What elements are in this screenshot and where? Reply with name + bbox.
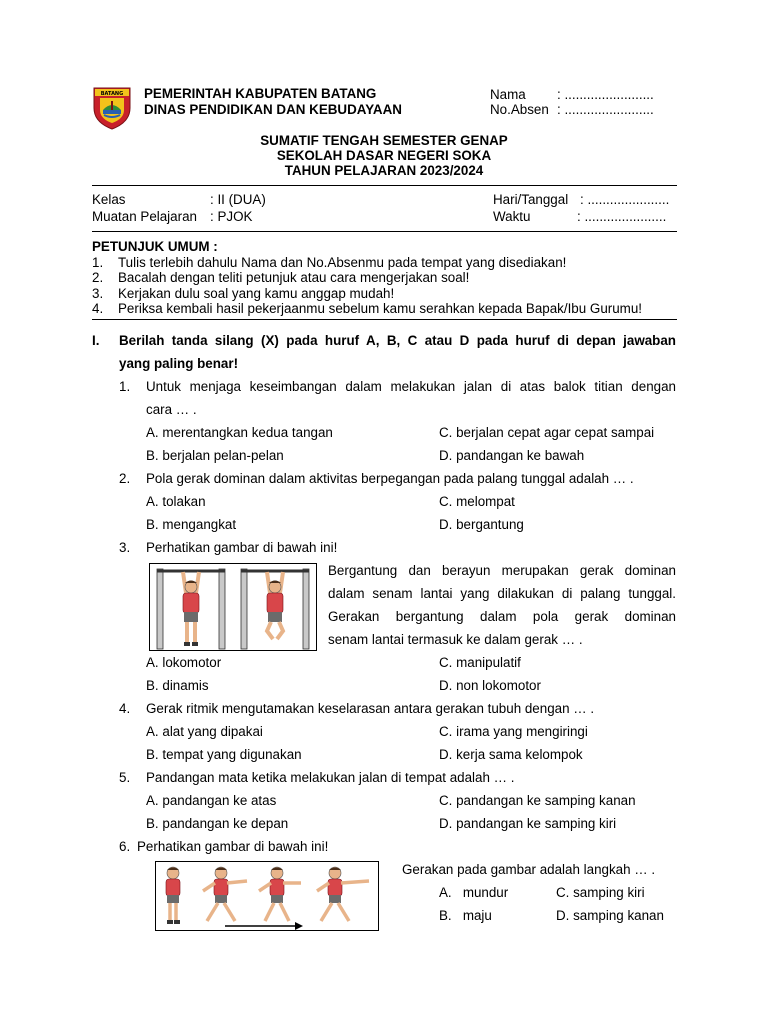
petunjuk-num: 1. xyxy=(92,255,104,270)
question-number: 3. xyxy=(119,540,131,555)
question-text: Perhatikan gambar di bawah ini! xyxy=(137,839,329,854)
question-passage: senam lantai termasuk ke dalam gerak … . xyxy=(328,632,583,647)
walking-steps-illustration xyxy=(155,861,379,931)
petunjuk-item: Tulis terlebih dahulu Nama dan No.Absenmu pada tempat yang disediakan! xyxy=(118,255,567,270)
section-instruction-cont: yang paling benar! xyxy=(119,356,239,371)
option-d[interactable]: D. samping kanan xyxy=(556,908,664,923)
section-instruction: Berilah tanda silang (X) pada huruf A, B, C atau D pada huruf di depan jawaban xyxy=(119,333,676,348)
option-a[interactable]: A. lokomotor xyxy=(146,655,222,670)
question-text: Pandangan mata ketika melakukan jalan di tempat adalah … . xyxy=(146,770,515,785)
waktu-label: Waktu xyxy=(493,209,531,224)
option-c[interactable]: C. berjalan cepat agar cepat sampai xyxy=(439,425,655,440)
petunjuk-num: 2. xyxy=(92,270,104,285)
petunjuk-heading: PETUNJUK UMUM : xyxy=(92,239,218,254)
question-passage: dalam senam lantai yang dilakukan di palang tunggal. xyxy=(328,586,676,601)
waktu-field[interactable]: : ...................... xyxy=(577,209,667,224)
option-b[interactable]: B. tempat yang digunakan xyxy=(146,747,302,762)
question-passage: Gerakan bergantung dalam pola gerak dominan xyxy=(328,609,676,624)
logo-text: BATANG xyxy=(100,91,124,97)
section-number: I. xyxy=(92,333,100,348)
option-a[interactable]: A. tolakan xyxy=(146,494,206,509)
question-number: 6. xyxy=(119,839,131,854)
divider-mid xyxy=(92,231,677,232)
question-text-cont: cara … . xyxy=(146,402,197,417)
option-a[interactable]: A. merentangkan kedua tangan xyxy=(146,425,333,440)
petunjuk-num: 4. xyxy=(92,301,104,316)
nama-field[interactable]: : ........................ xyxy=(557,87,654,102)
option-d[interactable]: D. kerja sama kelompok xyxy=(439,747,583,762)
hari-field[interactable]: : ...................... xyxy=(580,192,670,207)
school-name: SEKOLAH DASAR NEGERI SOKA xyxy=(276,148,492,163)
kelas-label: Kelas xyxy=(92,192,126,207)
petunjuk-item: Periksa kembali hasil pekerjaanmu sebelum kamu serahkan kepada Bapak/Ibu Gurumu! xyxy=(118,301,643,316)
kelas-value: : II (DUA) xyxy=(210,192,266,207)
option-c[interactable]: C. manipulatif xyxy=(439,655,521,670)
option-b[interactable]: B. maju xyxy=(439,908,492,923)
petunjuk-item: Bacalah dengan teliti petunjuk atau cara mengerjakan soal! xyxy=(118,270,470,285)
option-d[interactable]: D. non lokomotor xyxy=(439,678,541,693)
option-b[interactable]: B. mengangkat xyxy=(146,517,237,532)
divider-top xyxy=(92,185,677,186)
option-b[interactable]: B. pandangan ke depan xyxy=(146,816,289,831)
hanging-bar-illustration xyxy=(149,563,317,651)
gov-line-2: DINAS PENDIDIKAN DAN KEBUDAYAAN xyxy=(144,102,402,117)
option-c[interactable]: C. samping kiri xyxy=(556,885,645,900)
question-passage: Bergantung dan berayun merupakan gerak dominan xyxy=(328,563,676,578)
option-a[interactable]: A. pandangan ke atas xyxy=(146,793,277,808)
exam-title: SUMATIF TENGAH SEMESTER GENAP xyxy=(260,133,508,148)
option-c[interactable]: C. irama yang mengiringi xyxy=(439,724,588,739)
question-text: Untuk menjaga keseimbangan dalam melakukan jalan di atas balok titian dengan xyxy=(146,379,676,394)
option-a[interactable]: A. alat yang dipakai xyxy=(146,724,263,739)
nama-label: Nama xyxy=(490,87,526,102)
hari-label: Hari/Tanggal xyxy=(493,192,569,207)
academic-year: TAHUN PELAJARAN 2023/2024 xyxy=(284,163,484,178)
option-d[interactable]: D. bergantung xyxy=(439,517,524,532)
question-text: Perhatikan gambar di bawah ini! xyxy=(146,540,338,555)
question-text: Pola gerak dominan dalam aktivitas berpegangan pada palang tunggal adalah … . xyxy=(146,471,634,486)
muatan-label: Muatan Pelajaran xyxy=(92,209,197,224)
question-number: 5. xyxy=(119,770,131,785)
option-d[interactable]: D. pandangan ke bawah xyxy=(439,448,585,463)
question-number: 1. xyxy=(119,379,131,394)
option-b[interactable]: B. berjalan pelan-pelan xyxy=(146,448,284,463)
question-text: Gerak ritmik mengutamakan keselarasan antara gerakan tubuh dengan … . xyxy=(146,701,595,716)
option-c[interactable]: C. melompat xyxy=(439,494,515,509)
gov-line-1: PEMERINTAH KABUPATEN BATANG xyxy=(144,86,377,101)
question-number: 4. xyxy=(119,701,131,716)
option-a[interactable]: A. mundur xyxy=(439,885,509,900)
question-number: 2. xyxy=(119,471,131,486)
option-d[interactable]: D. pandangan ke samping kiri xyxy=(439,816,617,831)
option-c[interactable]: C. pandangan ke samping kanan xyxy=(439,793,636,808)
question-side-text: Gerakan pada gambar adalah langkah … . xyxy=(402,862,656,877)
petunjuk-num: 3. xyxy=(92,286,104,301)
petunjuk-item: Kerjakan dulu soal yang kamu anggap mudah! xyxy=(118,286,395,301)
absen-field[interactable]: : ........................ xyxy=(557,102,654,117)
batang-regency-logo xyxy=(92,86,132,130)
divider-bottom xyxy=(92,319,677,320)
option-b[interactable]: B. dinamis xyxy=(146,678,209,693)
muatan-value: : PJOK xyxy=(210,209,253,224)
absen-label: No.Absen xyxy=(490,102,549,117)
